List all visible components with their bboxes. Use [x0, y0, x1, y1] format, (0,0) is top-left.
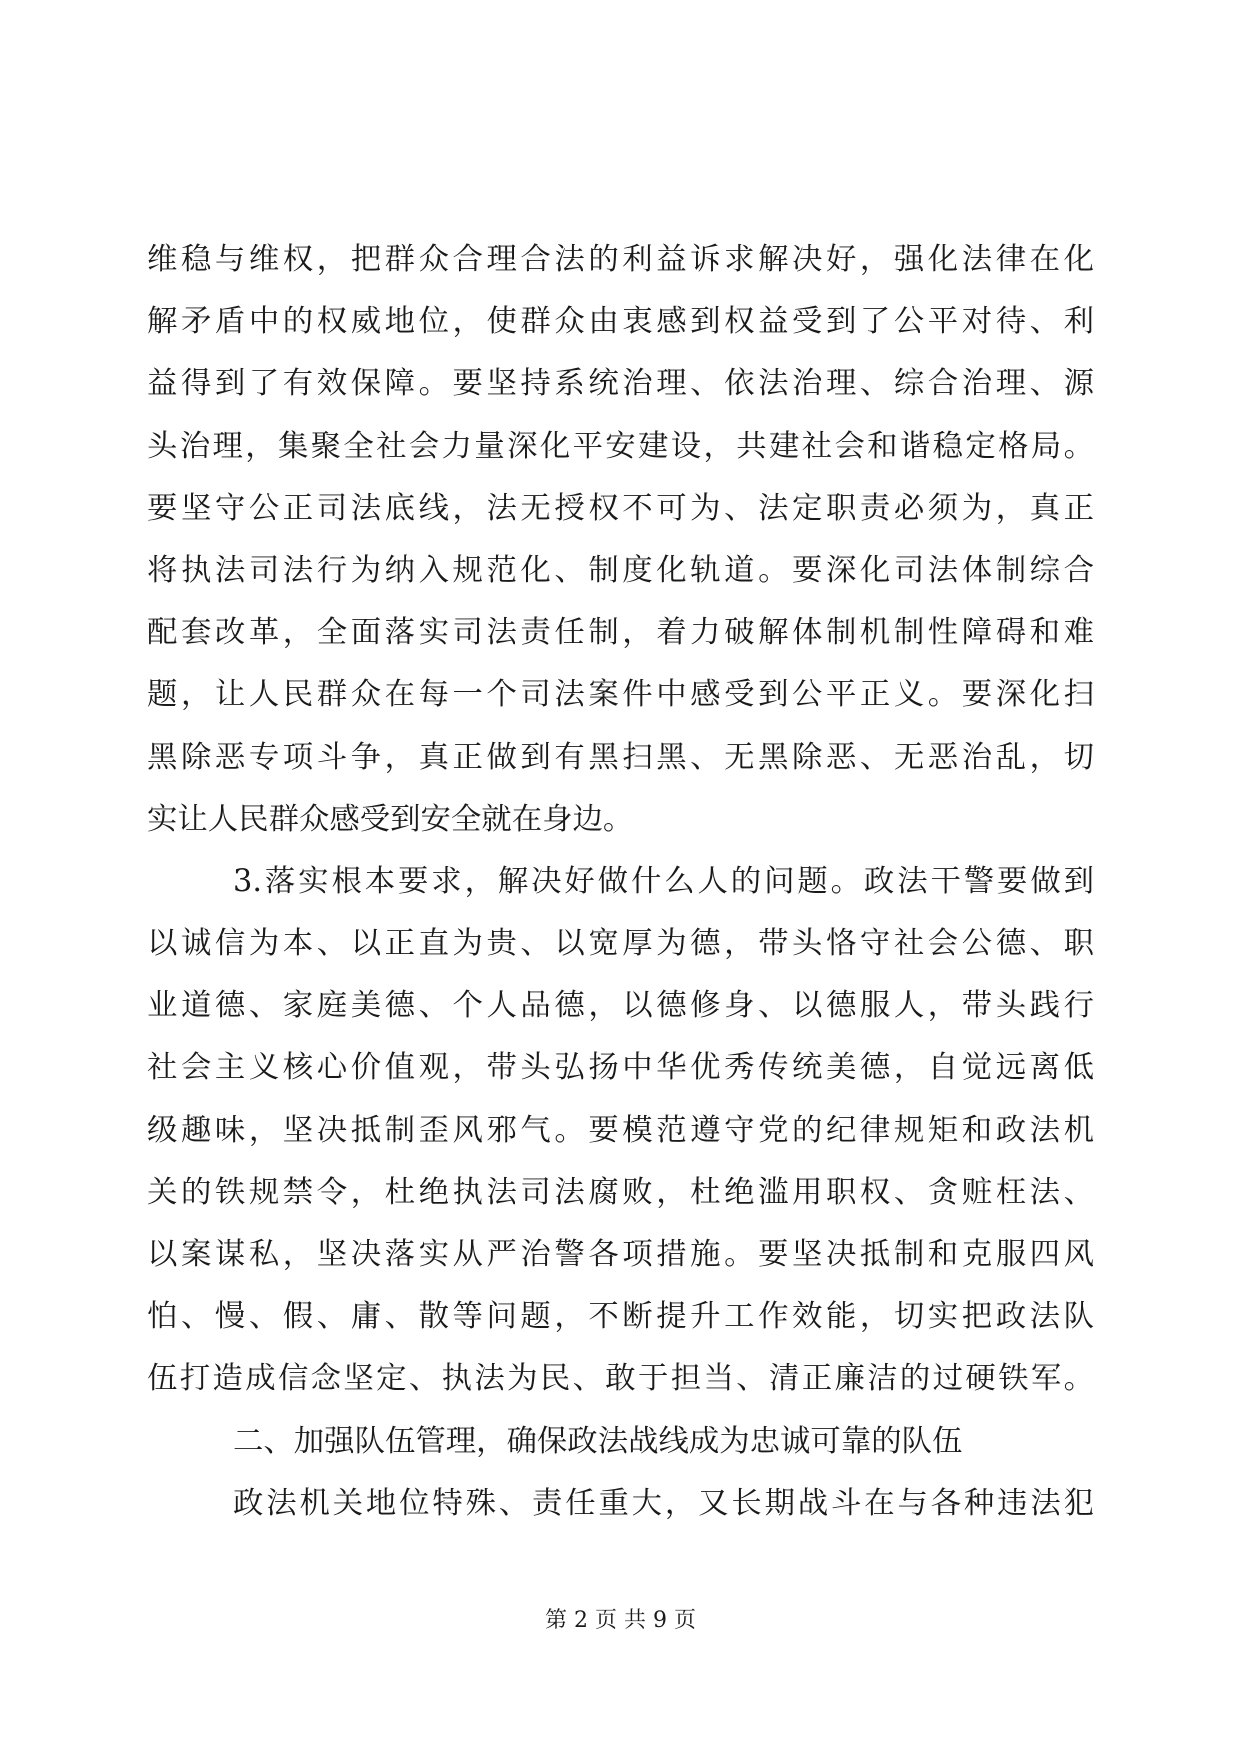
- text-line: 要坚守公正司法底线，法无授权不可为、法定职责必须为，真正: [147, 490, 1094, 526]
- body-text: [147, 229, 1094, 1535]
- text-line: 业道德、家庭美德、个人品德，以德修身、以德服人，带头践行: [147, 988, 1094, 1024]
- text-line: 关的铁规禁令，杜绝执法司法腐败，杜绝滥用职权、贪赃枉法、: [147, 1174, 1094, 1210]
- text-line: 题，让人民群众在每一个司法案件中感受到公平正义。要深化扫: [147, 677, 1094, 713]
- text-line: 怕、慢、假、庸、散等问题，不断提升工作效能，切实把政法队: [147, 1299, 1094, 1335]
- text-line: 以案谋私，坚决落实从严治警各项措施。要坚决抵制和克服四风: [147, 1237, 1094, 1272]
- section-heading: 二、加强队伍管理，确保政法战线成为忠诚可靠的队伍: [233, 1423, 963, 1459]
- text-line: 政法机关地位特殊、责任重大，又长期战斗在与各种违法犯: [233, 1485, 1094, 1521]
- text-line: 配套改革，全面落实司法责任制，着力破解体制机制性障碍和难: [147, 615, 1094, 651]
- text-line: 益得到了有效保障。要坚持系统治理、依法治理、综合治理、源: [147, 366, 1094, 402]
- text-line: 级趣味，坚决抵制歪风邪气。要模范遵守党的纪律规矩和政法机: [147, 1112, 1094, 1148]
- text-line: 以诚信为本、以正直为贵、以宽厚为德，带头恪守社会公德、职: [147, 926, 1094, 962]
- text-line: 解矛盾中的权威地位，使群众由衷感到权益受到了公平对待、利: [147, 304, 1094, 340]
- text-line: 黑除恶专项斗争，真正做到有黑扫黑、无黑除恶、无恶治乱，切: [147, 739, 1094, 775]
- text-line: 3.落实根本要求，解决好做什么人的问题。政法干警要做到: [233, 863, 1094, 899]
- page-number-footer: 第 2 页 共 9 页: [545, 1608, 696, 1633]
- text-line: 社会主义核心价值观，带头弘扬中华优秀传统美德，自觉远离低: [147, 1050, 1094, 1086]
- text-line: 头治理，集聚全社会力量深化平安建设，共建社会和谐稳定格局。: [147, 428, 1094, 464]
- text-line: 维稳与维权，把群众合理合法的利益诉求解决好，强化法律在化: [147, 242, 1094, 277]
- text-line: 伍打造成信念坚定、执法为民、敢于担当、清正廉洁的过硬铁军。: [147, 1361, 1094, 1397]
- text-line: 实让人民群众感受到安全就在身边。: [147, 801, 634, 837]
- text-line: 将执法司法行为纳入规范化、制度化轨道。要深化司法体制综合: [147, 552, 1094, 588]
